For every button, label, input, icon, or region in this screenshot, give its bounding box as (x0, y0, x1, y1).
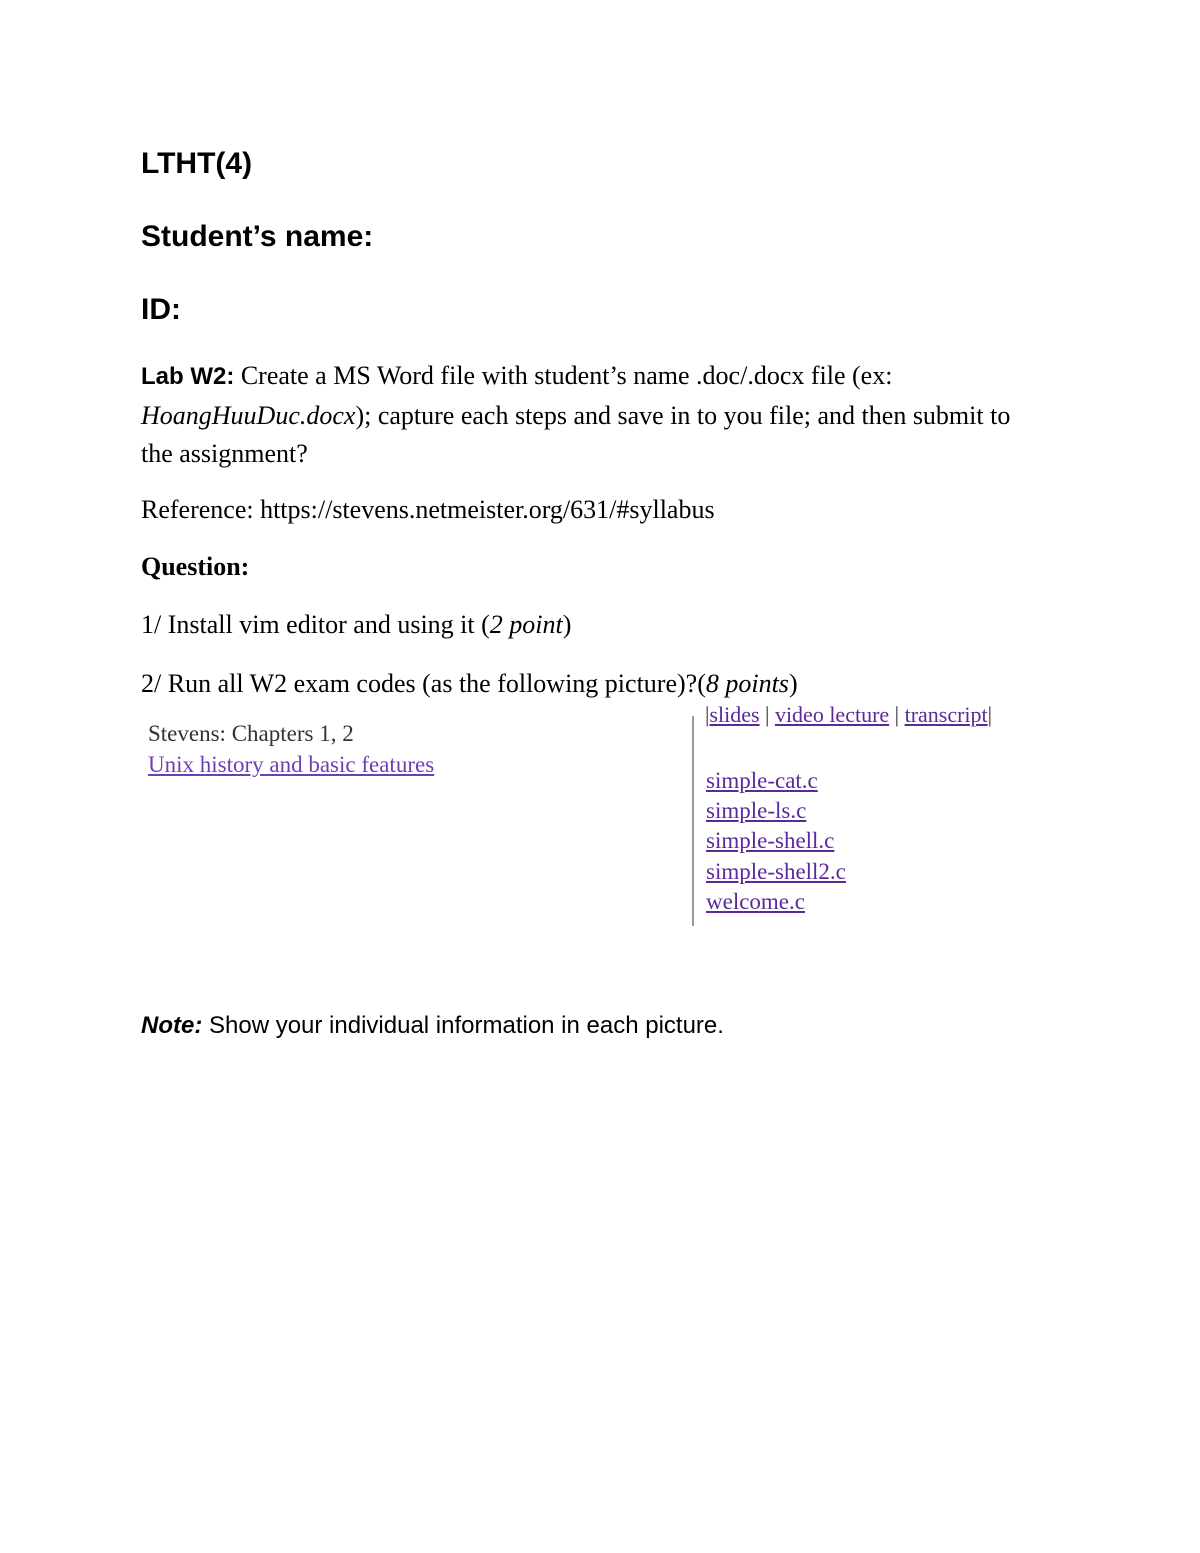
lab-text-2: ); capture each steps and save in to you file; and then submit to the assignment? (141, 400, 1011, 468)
embedded-screenshot (141, 702, 1071, 928)
question-2-points: 8 points (705, 669, 789, 698)
file-link-simple-shell2[interactable]: simple-shell2.c (706, 858, 846, 884)
lab-instructions (141, 357, 1041, 474)
question-2-suffix: ) (788, 669, 798, 698)
picture-link-transcript[interactable]: transcript (904, 702, 988, 727)
question-item-2 (141, 668, 798, 700)
picture-chapter-block (148, 718, 434, 780)
picture-link-slides[interactable]: slides (709, 702, 760, 727)
file-link-simple-cat[interactable]: simple-cat.c (706, 768, 818, 793)
question-2-prefix: 2/ Run all W2 exam codes (as the following picture)?( (141, 669, 706, 698)
lab-label: Lab W2: (141, 363, 235, 390)
student-name-label: Student’s name: (141, 220, 374, 253)
question-1-suffix: ) (562, 610, 572, 639)
question-1-points: 2 point (489, 610, 563, 639)
question-heading: Question: (141, 552, 250, 581)
document-title: LTHT(4) (141, 147, 253, 180)
picture-link-video-lecture[interactable]: video lecture (774, 702, 890, 727)
picture-chapter-text: Stevens: Chapters 1, 2 (148, 721, 354, 746)
note-label: Note: (141, 1012, 203, 1039)
lab-text-1: Create a MS Word file with student’s name .doc/.docx file (ex: (234, 361, 893, 390)
picture-topic-link[interactable]: Unix history and basic features (148, 752, 435, 777)
file-link-welcome[interactable]: welcome.c (706, 888, 805, 914)
lab-example-file: HoangHuuDuc.docx (141, 400, 356, 430)
question-item-1 (141, 609, 571, 641)
reference-line: Reference: https://stevens.netmeister.org/631/#syllabus (141, 495, 715, 524)
picture-divider (692, 716, 694, 926)
picture-top-links: |slides | video lecture | transcript| (705, 702, 993, 727)
picture-file-list (706, 766, 846, 917)
id-label: ID: (141, 293, 181, 326)
question-1-prefix: 1/ Install vim editor and using it ( (141, 610, 490, 639)
file-link-simple-ls[interactable]: simple-ls.c (706, 798, 807, 824)
note-line (141, 1009, 724, 1043)
note-text: Show your individual information in each picture. (202, 1012, 724, 1039)
file-link-simple-shell[interactable]: simple-shell.c (706, 828, 835, 854)
